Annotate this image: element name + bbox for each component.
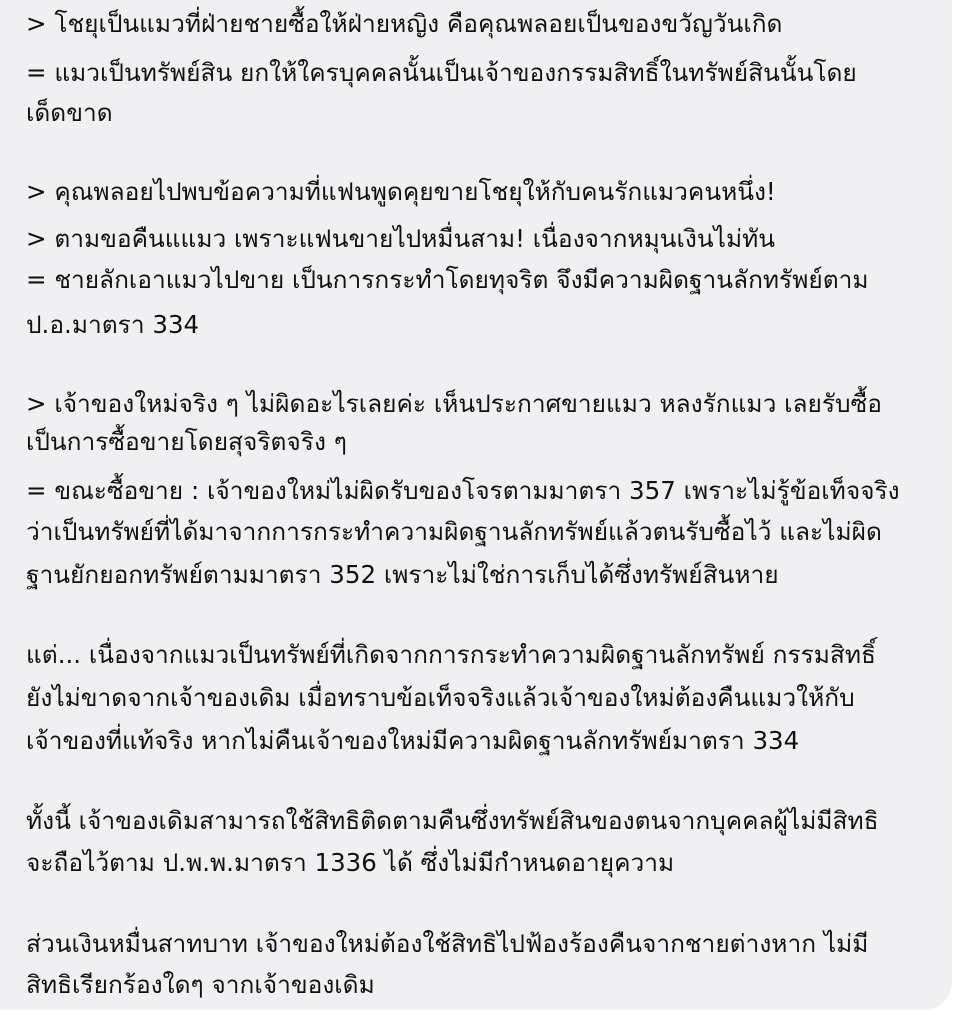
message-line: ทั้งนี้ เจ้าของเดิมสามารถใช้สิทธิติดตามคืนซึ่งทรัพย์สินของตนจากบุคคลผู้ไม่มีสิทธิ	[26, 806, 879, 835]
message-line: จะถือไว้ตาม ป.พ.พ.มาตรา 1336 ได้ ซึ่งไม่มีกำหนดอายุความ	[26, 848, 675, 877]
message-line: สิทธิเรียกร้องใดๆ จากเจ้าของเดิม	[26, 970, 375, 999]
message-line: ยังไม่ขาดจากเจ้าของเดิม เมื่อทราบข้อเท็จจริงแล้วเจ้าของใหม่ต้องคืนแมวให้กับ	[26, 683, 855, 712]
message-line: > โชยุเป็นแมวที่ฝ่ายชายซื้อให้ฝ่ายหญิง คือคุณพลอยเป็นของขวัญวันเกิด	[26, 9, 783, 38]
message-line: ว่าเป็นทรัพย์ที่ได้มาจากการกระทำความผิดฐานลักทรัพย์แล้วตนรับซื้อไว้ และไม่ผิด	[26, 517, 882, 546]
message-line: ฐานยักยอกทรัพย์ตามมาตรา 352 เพราะไม่ใช่การเก็บได้ซึ่งทรัพย์สินหาย	[26, 560, 779, 589]
message-line: เจ้าของที่แท้จริง หากไม่คืนเจ้าของใหม่มีความผิดฐานลักทรัพย์มาตรา 334	[26, 726, 800, 755]
message-line: ส่วนเงินหมื่นสาทบาท เจ้าของใหม่ต้องใช้สิทธิไปฟ้องร้องคืนจากชายต่างหาก ไม่มี	[26, 929, 869, 958]
message-line: > คุณพลอยไปพบข้อความที่แฟนพูดคุยขายโชยุให้กับคนรักแมวคนหนึ่ง!	[26, 177, 776, 206]
message-line: > เจ้าของใหม่จริง ๆ ไม่ผิดอะไรเลยค่ะ เห็นประกาศขายแมว หลงรักแมว เลยรับซื้อ	[26, 389, 882, 418]
message-line: แต่... เนื่องจากแมวเป็นทรัพย์ที่เกิดจากการกระทำความผิดฐานลักทรัพย์ กรรมสิทธิ์	[26, 640, 876, 669]
message-line: = ชายลักเอาแมวไปขาย เป็นการกระทำโดยทุจริต จึงมีความผิดฐานลักทรัพย์ตาม	[26, 265, 869, 294]
message-line: ป.อ.มาตรา 334	[26, 310, 200, 339]
message-line: > ตามขอคืนแแมว เพราะแฟนขายไปหมื่นสาม! เนื่องจากหมุนเงินไม่ทัน	[26, 224, 775, 253]
message-line: = ขณะซื้อขาย : เจ้าของใหม่ไม่ผิดรับของโจรตามมาตรา 357 เพราะไม่รู้ข้อเท็จจริง	[26, 476, 900, 505]
message-line: = แมวเป็นทรัพย์สิน ยกให้ใครบุคคลนั้นเป็นเจ้าของกรรมสิทธิ์ในทรัพย์สินนั้นโดย	[26, 58, 857, 87]
message-line: เด็ดขาด	[26, 98, 113, 127]
message-line: เป็นการซื้อขายโดยสุจริตจริง ๆ	[26, 427, 347, 456]
